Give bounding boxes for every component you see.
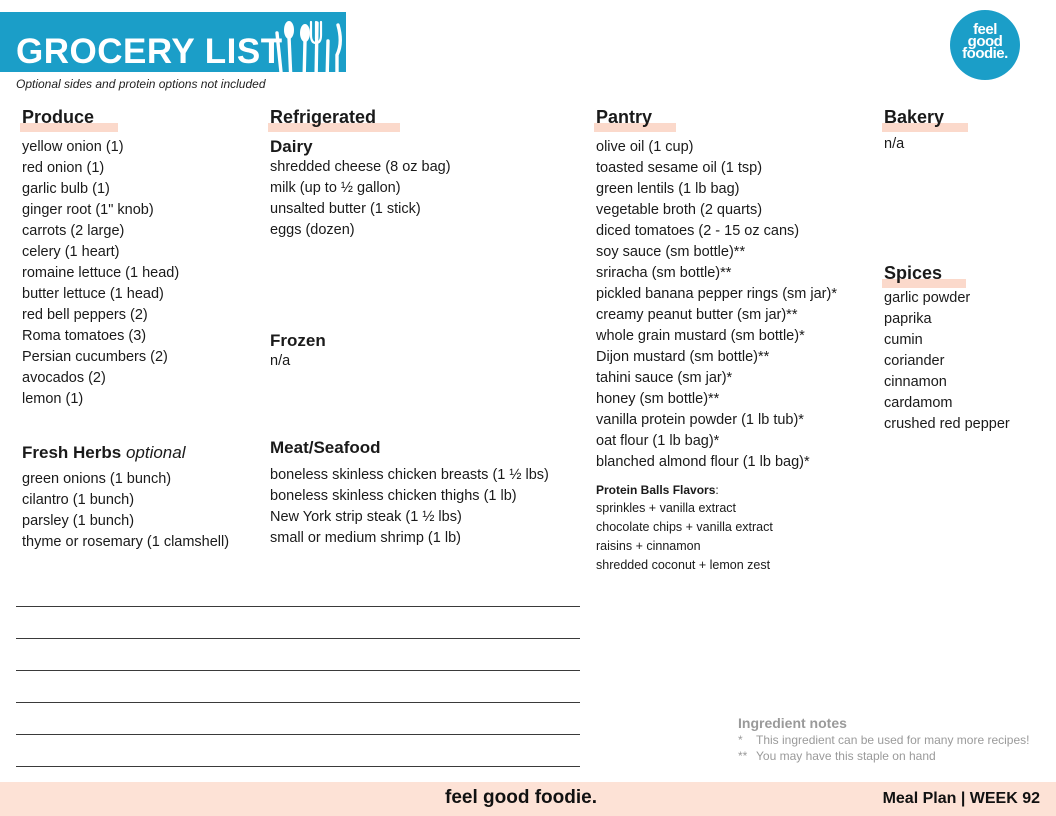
utensils-icon [271, 19, 343, 85]
list-item: honey (sm bottle)** [596, 391, 720, 407]
list-item: yellow onion (1) [22, 139, 124, 155]
logo-line: good [967, 33, 1003, 50]
list-item: garlic bulb (1) [22, 181, 110, 197]
list-item: Persian cucumbers (2) [22, 349, 168, 365]
meal-plan-label: Meal Plan | WEEK 92 [882, 790, 1040, 807]
list-item: thyme or rosemary (1 clamshell) [22, 534, 230, 550]
note-marker: * [738, 733, 743, 747]
pantry-section [596, 106, 837, 575]
list-item: vanilla protein powder (1 lb tub)* [596, 412, 804, 428]
writing-line [16, 606, 580, 638]
list-item: carrots (2 large) [22, 223, 125, 239]
list-item: cinnamon [884, 374, 947, 390]
list-item: whole grain mustard (sm bottle)* [596, 328, 805, 344]
list-item: red onion (1) [22, 160, 105, 176]
feel-good-foodie-logo [950, 10, 1020, 80]
list-item: blanched almond flour (1 lb bag)* [596, 454, 810, 470]
meat-seafood-section [270, 437, 549, 549]
refrigerated-section [270, 106, 451, 241]
bakery-value: n/a [884, 136, 905, 152]
dairy-heading: Dairy [270, 137, 313, 156]
list-item: New York strip steak (1 ½ lbs) [270, 509, 462, 525]
list-item: sprinkles + vanilla extract [596, 501, 736, 515]
list-item: ginger root (1" knob) [22, 202, 154, 218]
produce-section [22, 106, 179, 410]
writing-line [16, 670, 580, 702]
list-item: butter lettuce (1 head) [22, 286, 164, 302]
list-item: green lentils (1 lb bag) [596, 181, 740, 197]
list-item: tahini sauce (sm jar)* [596, 370, 733, 386]
list-item: unsalted butter (1 stick) [270, 201, 421, 217]
list-item: garlic powder [884, 290, 971, 306]
footer [0, 782, 1056, 816]
list-item: chocolate chips + vanilla extract [596, 520, 773, 534]
list-item: green onions (1 bunch) [22, 471, 172, 487]
list-item: romaine lettuce (1 head) [22, 265, 180, 281]
note-text: This ingredient can be used for many more recipes! [756, 733, 1030, 747]
list-item: avocados (2) [22, 370, 106, 386]
footer-brand: feel good foodie. [445, 787, 597, 808]
list-item: pickled banana pepper rings (sm jar)* [596, 286, 837, 302]
list-item: cilantro (1 bunch) [22, 492, 135, 508]
list-item: eggs (dozen) [270, 222, 355, 238]
fresh-herbs-list [22, 469, 229, 553]
optional-label: optional [125, 443, 186, 462]
list-item: lemon (1) [22, 391, 84, 407]
notes-title: Ingredient notes [738, 715, 847, 731]
list-item: creamy peanut butter (sm jar)** [596, 307, 798, 323]
bakery-section [884, 106, 944, 155]
list-item: celery (1 heart) [22, 244, 120, 260]
frozen-section [270, 330, 326, 372]
produce-list [22, 137, 179, 410]
list-item: boneless skinless chicken thighs (1 lb) [270, 488, 517, 504]
list-item: toasted sesame oil (1 tsp) [596, 160, 763, 176]
list-item: cumin [884, 332, 923, 348]
fresh-herbs-heading [22, 442, 229, 463]
pantry-list [596, 137, 837, 473]
writing-line [16, 734, 580, 766]
list-item: raisins + cinnamon [596, 539, 701, 553]
list-item: diced tomatoes (2 - 15 oz cans) [596, 223, 800, 239]
list-item: red bell peppers (2) [22, 307, 148, 323]
list-item: Dijon mustard (sm bottle)** [596, 349, 770, 365]
list-item: vegetable broth (2 quarts) [596, 202, 763, 218]
fresh-herbs-title: Fresh Herbs [22, 443, 122, 462]
list-item: small or medium shrimp (1 lb) [270, 530, 461, 546]
list-item: parsley (1 bunch) [22, 513, 135, 529]
list-item: oat flour (1 lb bag)* [596, 433, 720, 449]
spices-heading: Spices [884, 263, 943, 283]
note-row [738, 732, 1029, 748]
title-banner [0, 12, 346, 72]
protein-balls-list [596, 499, 837, 575]
protein-balls-colon: : [715, 483, 719, 497]
logo-line: feel [973, 21, 997, 38]
list-item: crushed red pepper [884, 416, 1010, 432]
writing-line [16, 702, 580, 734]
list-item: olive oil (1 cup) [596, 139, 694, 155]
refrigerated-heading: Refrigerated [270, 107, 377, 127]
writing-line [16, 638, 580, 670]
logo-line: foodie. [962, 45, 1008, 62]
pantry-heading: Pantry [596, 107, 653, 127]
protein-balls-heading [596, 481, 837, 499]
dairy-list [270, 157, 451, 241]
blank-writing-lines [16, 606, 580, 798]
note-text: You may have this staple on hand [756, 749, 936, 763]
page-title: GROCERY LIST [16, 32, 283, 71]
note-row [738, 748, 1029, 764]
list-item: boneless skinless chicken breasts (1 ½ lbs) [270, 467, 549, 483]
meat-seafood-list [270, 465, 549, 549]
list-item: Roma tomatoes (3) [22, 328, 147, 344]
spices-list [884, 288, 1010, 435]
note-marker: ** [738, 749, 748, 763]
list-item: shredded cheese (8 oz bag) [270, 159, 451, 175]
list-item: sriracha (sm bottle)** [596, 265, 732, 281]
protein-balls-title: Protein Balls Flavors [596, 483, 716, 497]
list-item: soy sauce (sm bottle)** [596, 244, 746, 260]
subtitle: Optional sides and protein options not included [16, 77, 266, 91]
list-item: cardamom [884, 395, 953, 411]
frozen-heading: Frozen [270, 331, 326, 350]
list-item: coriander [884, 353, 945, 369]
frozen-value: n/a [270, 353, 291, 369]
list-item: shredded coconut + lemon zest [596, 558, 771, 572]
fresh-herbs-section [22, 442, 229, 553]
bakery-heading: Bakery [884, 107, 945, 127]
list-item: paprika [884, 311, 932, 327]
meat-seafood-heading: Meat/Seafood [270, 438, 381, 457]
list-item: milk (up to ½ gallon) [270, 180, 401, 196]
produce-heading: Produce [22, 107, 95, 127]
ingredient-notes [738, 714, 1029, 764]
spices-section [884, 262, 1010, 435]
